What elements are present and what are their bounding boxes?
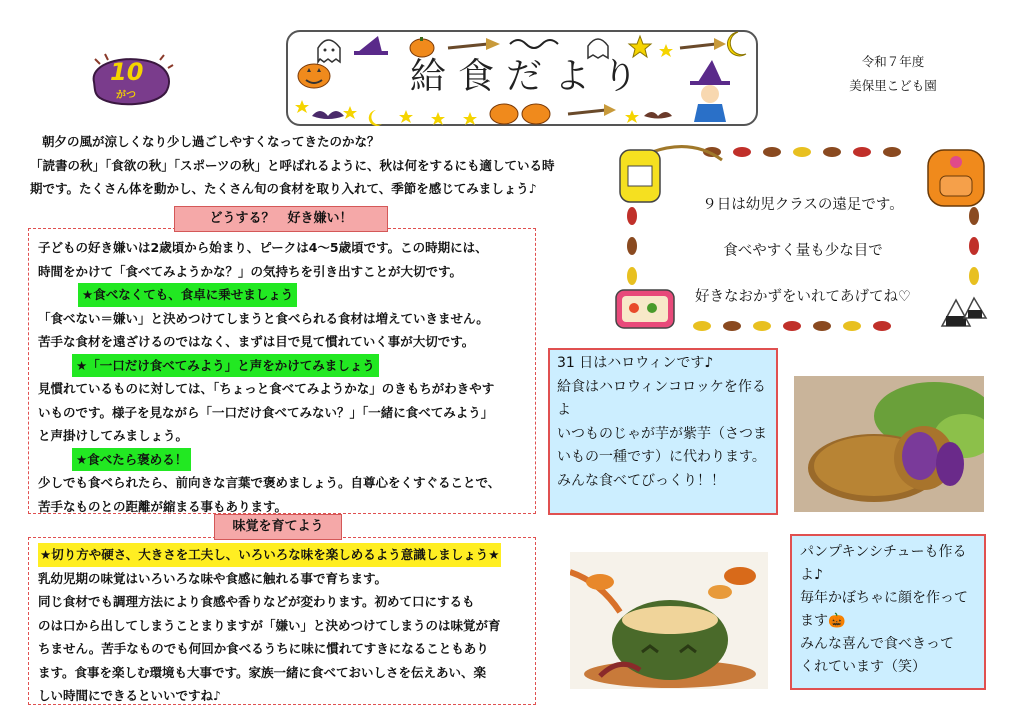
leaf-icon [969, 267, 979, 285]
text-line: 「食べない＝嫌い」と決めつけてしまうと食べられる食材は増えていきません。 [38, 310, 489, 326]
leaf-icon [733, 147, 751, 157]
acorn-icon [813, 321, 831, 331]
star-icon [463, 112, 477, 125]
pumpkin-text [800, 541, 980, 679]
notice-line: みんな食べてびっくり！！ [557, 472, 725, 489]
acorn-icon [627, 237, 637, 255]
excursion-line: 好きなおかずをいれてあげてね♡ [695, 289, 911, 305]
notice-line: 31 日はハロウィンです♪ [557, 355, 714, 371]
text-line: しい時間にできるといいですね♪ [38, 688, 221, 703]
text-line: ます。食事を楽しむ環境も大事です。家族一緒に食べておいしさを伝えあい、楽 [38, 664, 487, 680]
notice-line: よ♪ [800, 567, 823, 583]
ghost-icon [318, 40, 340, 62]
page-title: 給食だより [409, 56, 650, 97]
notice-line: よ [557, 402, 571, 418]
section-label: 味覚を育てよう [214, 514, 342, 540]
leaf-icon [969, 237, 979, 255]
text-line: 乳幼児期の味覚はいろいろな味や食感に触れる事で育ちます。 [38, 570, 388, 586]
intro-line: 朝夕の風が涼しくなり少し過ごしやすくなってきたのかな？ [42, 134, 380, 149]
leaf-icon [793, 147, 811, 157]
moon-icon [728, 32, 746, 56]
croquette-photo [794, 376, 984, 512]
intro-line: 期です。たくさん体を動かし、たくさん旬の食材を取り入れて、季節を感じてみましょう♪ [30, 181, 537, 196]
taste-highlight: ★切り方や硬さ、大きさを工夫し、いろいろな味を楽しめるよう意識しましょう★ [38, 543, 501, 567]
notice-line: 給食はハロウィンコロッケを作る [557, 378, 766, 395]
leaf-icon [853, 147, 871, 157]
notice-line: 毎年かぼちゃに顔を作って [800, 590, 968, 606]
notice-line: いもの一種です）に代わります。 [557, 449, 766, 465]
halloween-text [557, 352, 771, 493]
text-line: 時間をかけて「食べてみようかな？」の気持ちを引き出すことが大切です。 [38, 263, 463, 279]
text-line: ちません。苦手なものでも何回か食べるうちに味に慣れてすきになることもあり [38, 641, 489, 656]
bat-icon [312, 111, 344, 119]
text-line: と声掛けしてみましょう。 [38, 428, 189, 443]
text-line: のは口から出してしまうことまりますが「嫌い」と決めつけてしまうのは味覚が育 [38, 617, 501, 633]
text-line: 少しでも食べられたら、前向きな言葉で褒めましょう。自尊心をくすぐることで、 [38, 475, 501, 490]
broom-icon [568, 104, 616, 116]
fiscal-year: 令和７年度 [861, 54, 925, 69]
witch-icon [690, 60, 730, 122]
org-name: 美保里こども園 [849, 78, 937, 93]
pumpkin-icon [490, 104, 550, 124]
excursion-line: 食べやすく量も少な目で [723, 243, 883, 259]
excursion-line: ９日は幼児クラスの遠足です。 [702, 197, 904, 213]
tip-highlight: ★「一口だけ食べてみよう」と声をかけてみましょう [72, 354, 379, 378]
pumpkin-icon [298, 64, 330, 88]
text-line: 苦手なものとの距離が縮まる事もあります。 [38, 498, 288, 514]
leaf-icon [627, 207, 637, 225]
acorn-icon [969, 207, 979, 225]
text-line: 見慣れているものに対しては、「ちょっと食べてみようかな」のきもちがわきやす [38, 381, 495, 396]
text-line: いものです。様子を見ながら「一口だけ食べてみない？」「一緒に食べてみよう」 [38, 404, 494, 420]
star-icon [295, 100, 309, 113]
text-line: 苦手な食材を遠ざけるのではなく、まずは目で見て慣れていく事が大切です。 [38, 334, 475, 349]
notice-line: いつものじゃが芋が紫芋（さつま [557, 425, 767, 442]
acorn-icon [763, 147, 781, 157]
star-icon [431, 112, 445, 125]
intro-line: 「読書の秋」「食欲の秋」「スポーツの秋」と呼ばれるように、秋は何をするにも適している時 [30, 157, 555, 173]
notice-line: みんな喜んで食べきって [800, 636, 954, 652]
taste-body [38, 543, 534, 708]
tip-highlight: ★食べなくても、食卓に乗せましょう [78, 283, 297, 307]
leaf-icon [783, 321, 801, 331]
leaf-icon [693, 321, 711, 331]
pumpkin-stew-photo [570, 552, 768, 689]
swirl-icon [510, 40, 558, 48]
excursion-text [648, 182, 958, 320]
star-icon [625, 110, 639, 123]
intro-text [30, 130, 590, 201]
acorn-icon [723, 321, 741, 331]
section-label: どうする？ 好き嫌い！ [174, 206, 388, 232]
org-info [828, 50, 958, 98]
star-icon [399, 110, 413, 123]
leaf-icon [873, 321, 891, 331]
notice-line: くれています（笑） [800, 659, 926, 675]
text-line: 同じ食材でも調理方法により食感や香りなどが変わります。初めて口にするも [38, 594, 475, 609]
star-icon [343, 106, 357, 119]
moon-icon [369, 110, 382, 126]
tip-highlight: ★食べたら褒める！ [72, 448, 191, 472]
text-line: 子どもの好き嫌いは2歳頃から始まり、ピークは4～5歳頃です。この時期には、 [38, 240, 488, 255]
leaf-icon [627, 267, 637, 285]
leaf-icon [843, 321, 861, 331]
broom-icon [680, 38, 726, 50]
month-number: 10 [110, 58, 144, 86]
acorn-icon [823, 147, 841, 157]
notice-line: パンプキンシチューも作る [800, 544, 967, 560]
notice-line: ます🎃 [800, 613, 846, 629]
leaf-icon [753, 321, 771, 331]
likes-dislikes-body [38, 236, 534, 518]
month-badge [86, 52, 176, 108]
acorn-icon [883, 147, 901, 157]
month-unit: がつ [116, 90, 136, 101]
bat-icon [644, 112, 672, 119]
